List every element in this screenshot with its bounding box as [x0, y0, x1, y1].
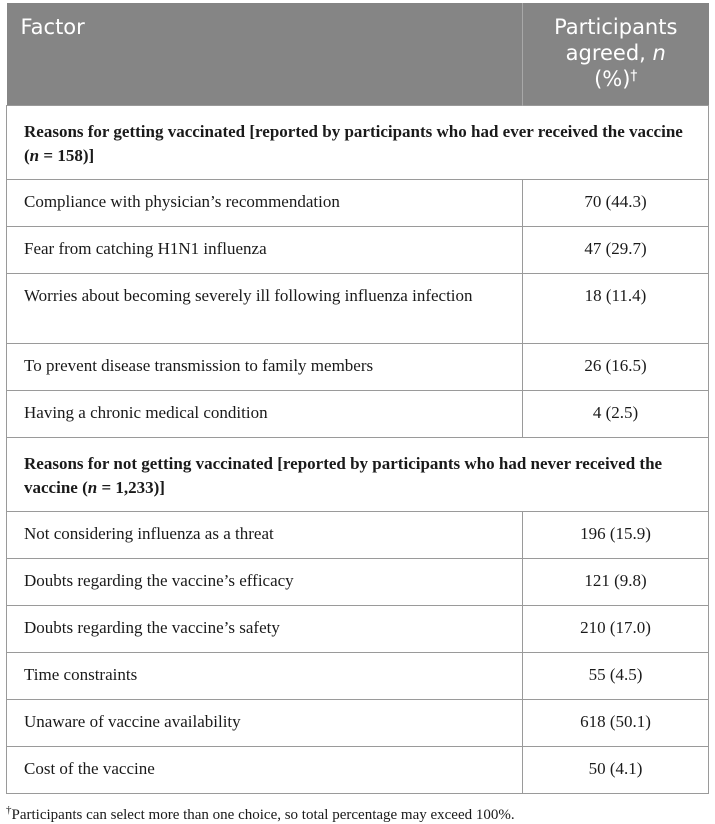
factor-cell: Doubts regarding the vaccine’s safety [7, 605, 523, 652]
table-header-row [7, 3, 709, 105]
factor-cell: Having a chronic medical condition [7, 390, 523, 437]
value-cell: 26 (16.5) [523, 343, 709, 390]
factor-cell: Doubts regarding the vaccine’s efficacy [7, 558, 523, 605]
factor-cell: Time constraints [7, 652, 523, 699]
value-cell: 4 (2.5) [523, 390, 709, 437]
factor-cell: Compliance with physician’s recommendation [7, 179, 523, 226]
table-row [7, 652, 709, 699]
agreed-header-line1: Participants [554, 15, 678, 39]
table-row [7, 558, 709, 605]
section-title-count: = 158)] [39, 145, 95, 165]
value-cell: 196 (15.9) [523, 511, 709, 558]
vaccination-reasons-table-container [6, 3, 708, 824]
table-row [7, 511, 709, 558]
table-row [7, 699, 709, 746]
factor-cell: Unaware of vaccine availability [7, 699, 523, 746]
section-header-row [7, 437, 709, 511]
section-title-text: Reasons for getting vaccinated [reported by participants who had ever received the vaccine ( [24, 121, 683, 165]
section-title-n: n [29, 145, 40, 165]
table-row [7, 605, 709, 652]
section-header-row [7, 105, 709, 179]
footnote-dagger: † [6, 803, 12, 816]
value-cell: 18 (11.4) [523, 273, 709, 343]
factor-column-header: Factor [7, 3, 523, 105]
section-title-n: n [87, 477, 98, 497]
value-cell: 121 (9.8) [523, 558, 709, 605]
participants-agreed-column-header [523, 3, 709, 105]
section-title-vaccinated [7, 105, 709, 179]
agreed-header-dagger: † [630, 68, 638, 84]
table-row [7, 746, 709, 793]
value-cell: 210 (17.0) [523, 605, 709, 652]
agreed-header-line3: (%) [594, 67, 631, 91]
value-cell: 55 (4.5) [523, 652, 709, 699]
factor-cell: Cost of the vaccine [7, 746, 523, 793]
section-title-text: Reasons for not getting vaccinated [reported by participants who had never received the vaccine ( [24, 453, 663, 497]
value-cell: 618 (50.1) [523, 699, 709, 746]
section-title-not-vaccinated [7, 437, 709, 511]
table-row [7, 273, 709, 343]
table-row [7, 226, 709, 273]
factor-cell: Fear from catching H1N1 influenza [7, 226, 523, 273]
factor-cell: To prevent disease transmission to family members [7, 343, 523, 390]
footnote-text: Participants can select more than one choice, so total percentage may exceed 100%. [11, 806, 515, 823]
value-cell: 47 (29.7) [523, 226, 709, 273]
factor-cell: Not considering influenza as a threat [7, 511, 523, 558]
agreed-header-line2: agreed, [565, 41, 653, 65]
table-row [7, 343, 709, 390]
vaccination-reasons-table [6, 3, 709, 794]
value-cell: 50 (4.1) [523, 746, 709, 793]
value-cell: 70 (44.3) [523, 179, 709, 226]
table-row [7, 179, 709, 226]
table-row [7, 390, 709, 437]
section-title-count: = 1,233)] [97, 477, 165, 497]
table-footnote [6, 804, 708, 824]
agreed-header-n: n [652, 41, 666, 65]
factor-cell: Worries about becoming severely ill following influenza infection [7, 273, 523, 343]
